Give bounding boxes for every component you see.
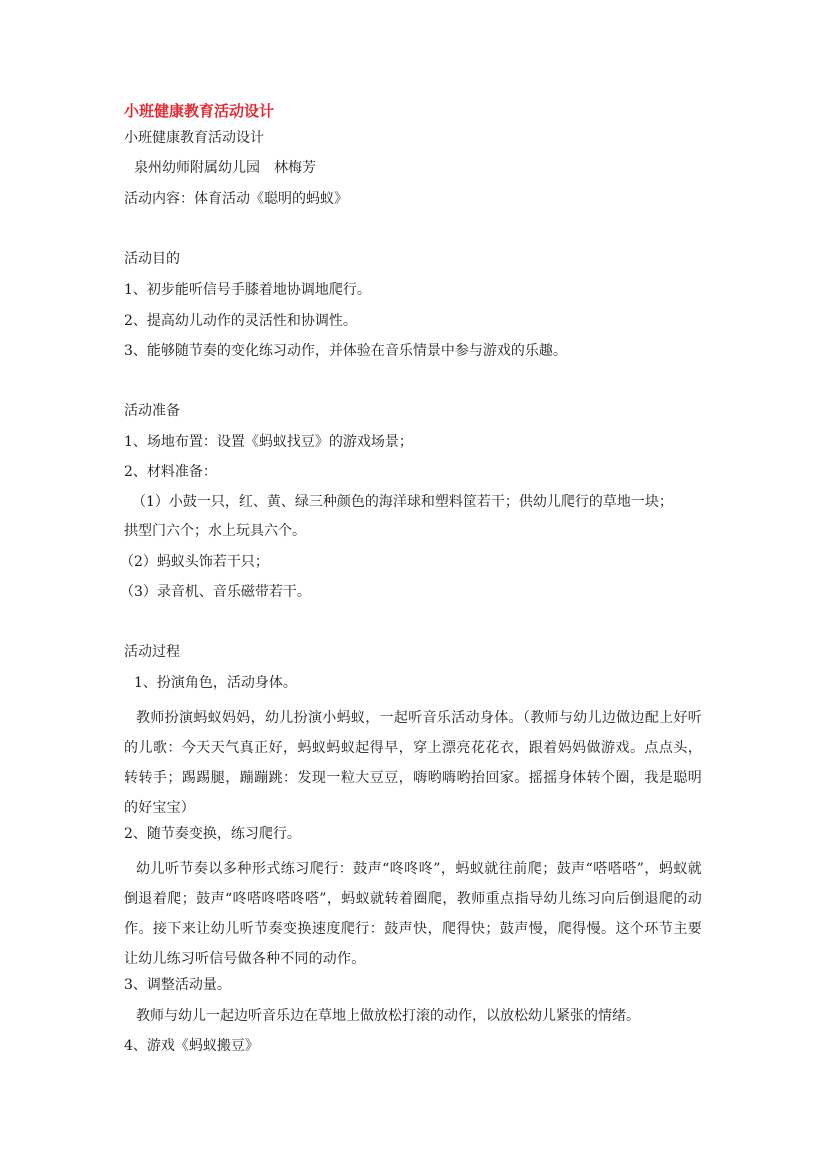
process-step: 1、扮演角色，活动身体。 bbox=[134, 675, 297, 691]
document-title: 小班健康教育活动设计 bbox=[124, 102, 275, 120]
goals-heading: 活动目的 bbox=[124, 251, 180, 267]
activity-content: 活动内容：体育活动《聪明的蚂蚁》 bbox=[124, 191, 348, 207]
author-line: 泉州幼师附属幼儿园 林梅芳 bbox=[134, 160, 316, 176]
process-heading: 活动过程 bbox=[124, 644, 180, 660]
process-step: 2、随节奏变换，练习爬行。 bbox=[124, 826, 301, 842]
prep-item: 1、场地布置：设置《蚂蚁找豆》的游戏场景； bbox=[124, 434, 413, 450]
process-step-text: 教师扮演蚂蚁妈妈，幼儿扮演小蚂蚁，一起听音乐活动身体。（教师与幼儿边做边配上好听的儿歌：今天天气真正好，蚂蚁蚂蚁起得早，穿上漂亮花花衣，跟着妈妈做游戏。点点头，转转手；踢踢腿，蹦蹦跳：发现一粒大豆豆，嗨哟嗨哟抬回家。摇摇身体转个圈，我是聪明的好宝宝） bbox=[124, 710, 702, 816]
prep-heading: 活动准备 bbox=[124, 403, 180, 419]
goal-item: 3、能够随节奏的变化练习动作，并体验在音乐情景中参与游戏的乐趣。 bbox=[124, 343, 567, 359]
process-step-text: 教师与幼儿一起边听音乐边在草地上做放松打滚的动作，以放松幼儿紧张的情绪。 bbox=[136, 1008, 640, 1024]
prep-item: （1）小鼓一只，红、黄、绿三种颜色的海洋球和塑料筐若干；供幼儿爬行的草地一块； bbox=[132, 494, 673, 510]
goal-item: 2、提高幼儿动作的灵活性和协调性。 bbox=[124, 313, 357, 329]
process-step: 4、游戏《蚂蚁搬豆》 bbox=[124, 1038, 259, 1054]
process-step-text: 幼儿听节奏以多种形式练习爬行：鼓声“咚咚咚”，蚂蚁就往前爬；鼓声“嗒嗒嗒”，蚂蚁就倒退着爬；鼓声“咚嗒咚嗒咚嗒”，蚂蚁就转着圈爬，教师重点指导幼儿练习向后倒退爬的动作。接下来让幼儿听节奏变换速度爬行：鼓声快，爬得快；鼓声慢，爬得慢。这个环节主要让幼儿练习听信号做各种不同的动作。 bbox=[124, 861, 702, 967]
goal-item: 1、初步能听信号手膝着地协调地爬行。 bbox=[124, 282, 371, 298]
document-subtitle: 小班健康教育活动设计 bbox=[124, 130, 264, 146]
prep-item: 拱型门六个；水上玩具六个。 bbox=[124, 523, 306, 539]
prep-item: 2、材料准备： bbox=[124, 464, 217, 480]
process-step: 3、调整活动量。 bbox=[124, 977, 231, 993]
prep-item: （2）蚂蚁头饰若干只； bbox=[120, 554, 269, 570]
prep-item: （3）录音机、音乐磁带若干。 bbox=[120, 584, 311, 600]
